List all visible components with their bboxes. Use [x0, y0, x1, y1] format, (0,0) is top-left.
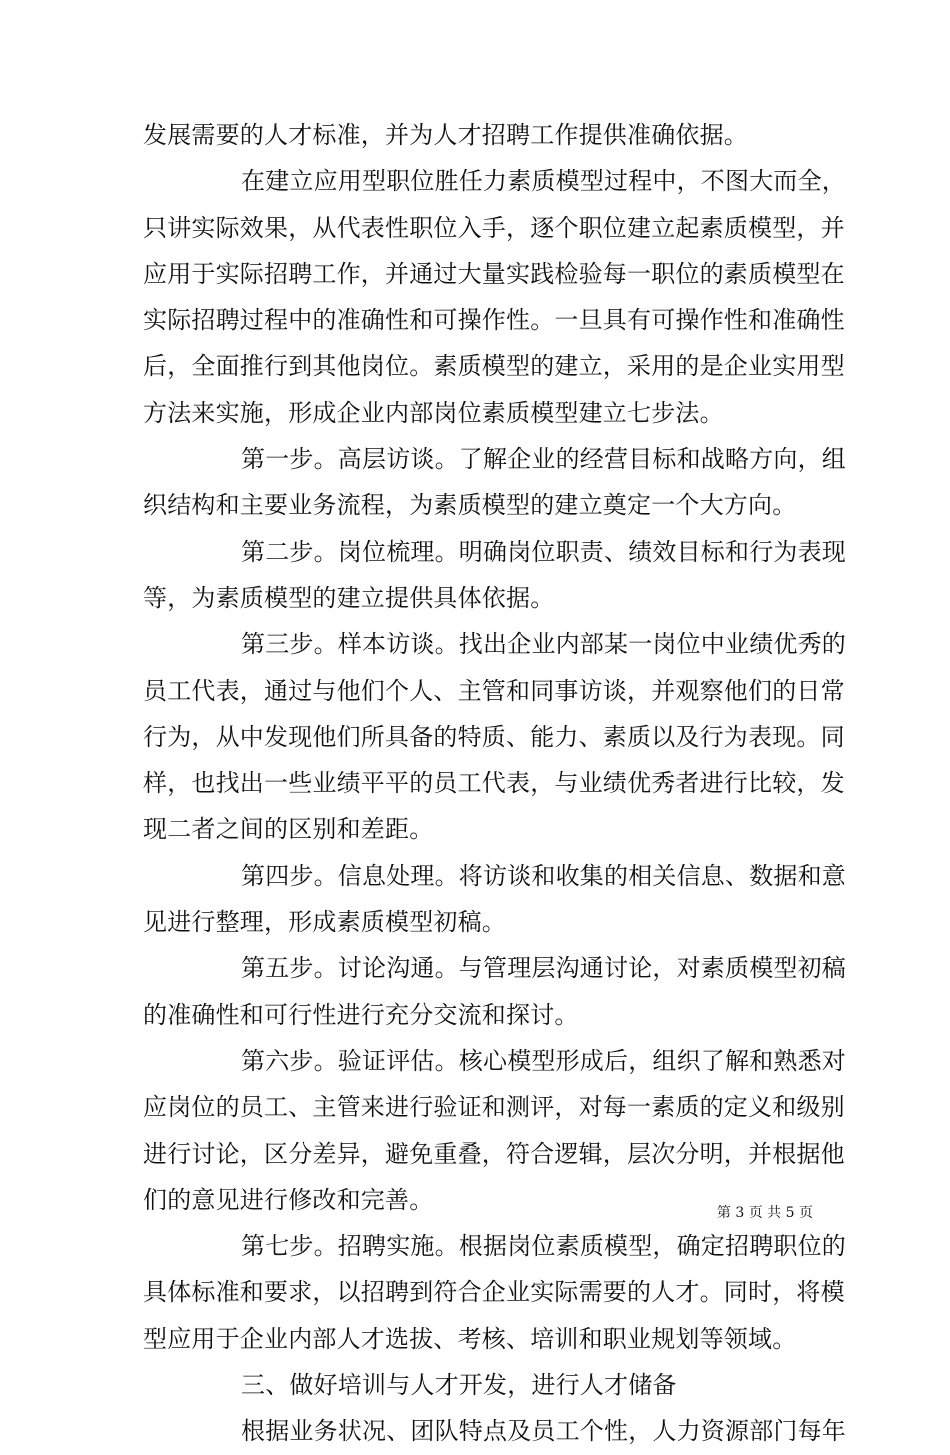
text-line: 织结构和主要业务流程，为素质模型的建立奠定一个大方向。	[143, 491, 797, 520]
text-line: 们的意见进行修改和完善。	[143, 1185, 434, 1214]
text-line: 第五步。讨论沟通。与管理层沟通讨论，对素质模型初稿	[241, 954, 846, 983]
text-line: 在建立应用型职位胜任力素质模型过程中，不图大而全，	[241, 167, 846, 196]
text-line: 第七步。招聘实施。根据岗位素质模型，确定招聘职位的	[241, 1232, 846, 1261]
text-line: 现二者之间的区别和差距。	[143, 815, 434, 844]
text-line: 第二步。岗位梳理。明确岗位职责、绩效目标和行为表现	[241, 537, 846, 566]
text-line: 第三步。样本访谈。找出企业内部某一岗位中业绩优秀的	[241, 630, 846, 659]
text-line: 第六步。验证评估。核心模型形成后，组织了解和熟悉对	[241, 1046, 846, 1075]
text-line: 型应用于企业内部人才选拔、考核、培训和职业规划等领域。	[143, 1324, 797, 1353]
text-line: 第四步。信息处理。将访谈和收集的相关信息、数据和意	[241, 861, 846, 890]
text-line: 实际招聘过程中的准确性和可操作性。一旦具有可操作性和准确性	[143, 306, 845, 335]
text-line: 具体标准和要求，以招聘到符合企业实际需要的人才。同时，将模	[143, 1278, 845, 1307]
text-line: 应岗位的员工、主管来进行验证和测评，对每一素质的定义和级别	[143, 1093, 845, 1122]
page-number-footer: 第 3 页 共 5 页	[716, 1205, 813, 1221]
text-line: 发展需要的人才标准，并为人才招聘工作提供准确依据。	[143, 121, 748, 149]
text-line: 根据业务状况、团队特点及员工个性，人力资源部门每年	[241, 1417, 846, 1446]
text-line: 三、做好培训与人才开发，进行人才储备	[241, 1371, 677, 1400]
text-line: 方法来实施，形成企业内部岗位素质模型建立七步法。	[143, 398, 724, 427]
text-line: 进行讨论，区分差异，避免重叠，符合逻辑，层次分明，并根据他	[143, 1139, 845, 1168]
document-body	[143, 112, 846, 1455]
text-line: 样，也找出一些业绩平平的员工代表，与业绩优秀者进行比较，发	[143, 769, 845, 798]
text-line: 只讲实际效果，从代表性职位入手，逐个职位建立起素质模型，并	[143, 213, 845, 242]
text-line: 后，全面推行到其他岗位。素质模型的建立，采用的是企业实用型	[143, 352, 845, 381]
text-line: 的准确性和可行性进行充分交流和探讨。	[143, 1000, 579, 1029]
text-line: 行为，从中发现他们所具备的特质、能力、素质以及行为表现。同	[143, 722, 845, 751]
text-line: 员工代表，通过与他们个人、主管和同事访谈，并观察他们的日常	[143, 676, 845, 705]
text-line: 应用于实际招聘工作，并通过大量实践检验每一职位的素质模型在	[143, 259, 845, 288]
text-line: 等，为素质模型的建立提供具体依据。	[143, 583, 555, 612]
text-line: 见进行整理，形成素质模型初稿。	[143, 908, 506, 937]
text-line: 第一步。高层访谈。了解企业的经营目标和战略方向，组	[241, 445, 846, 474]
